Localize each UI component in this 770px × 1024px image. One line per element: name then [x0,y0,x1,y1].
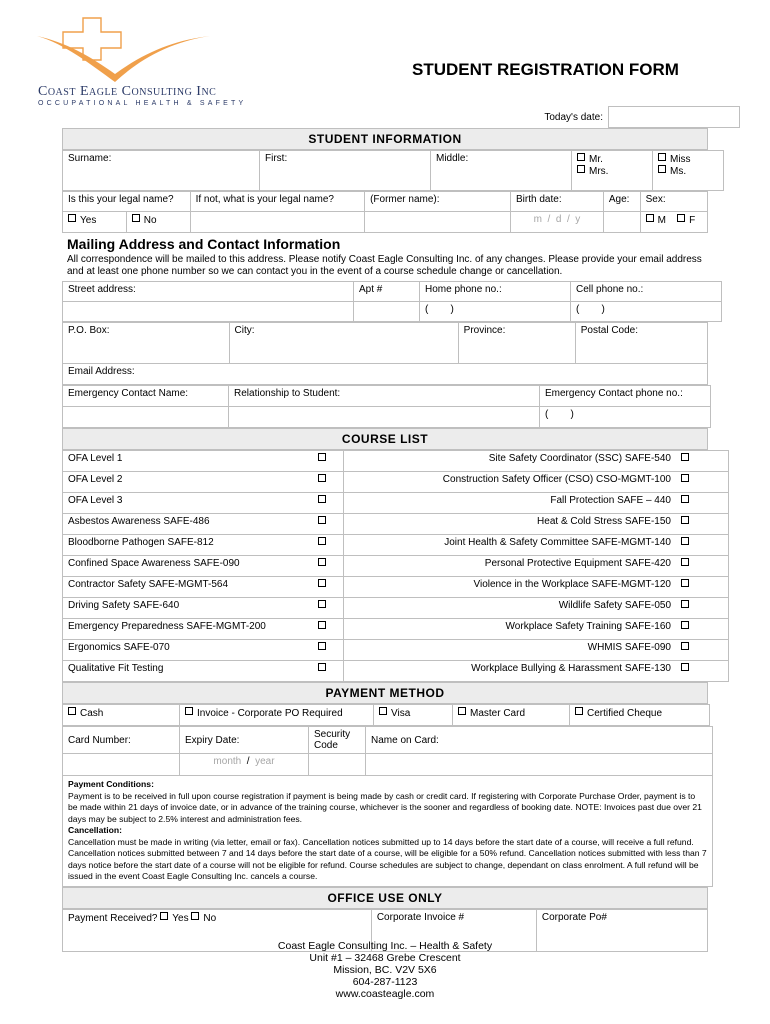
checkbox-icon [681,579,689,587]
pay-cash-checkbox[interactable]: Cash [63,705,180,726]
course-right-label: Joint Health & Safety Committee SAFE-MGMT-140 [344,535,677,556]
course-right-label: Wildlife Safety SAFE-050 [344,598,677,619]
checkbox-icon [318,621,326,629]
eagle-cross-logo-icon [35,14,215,86]
apt-input[interactable] [354,302,420,322]
name-on-card-input[interactable] [366,754,713,776]
legal-name-field[interactable]: If not, what is your legal name? [190,192,365,212]
checkbox-icon [318,474,326,482]
birth-date-input[interactable]: m / d / y [511,212,604,233]
checkbox-icon [677,214,685,222]
course-row [63,535,729,556]
city-field[interactable]: City: [229,323,458,364]
course-row [63,493,729,514]
emergency-phone-label: Emergency Contact phone no.: [540,386,711,407]
checkbox-icon [658,153,666,161]
checkbox-icon [577,165,585,173]
footer-website-link[interactable]: www.coasteagle.com [335,988,435,1000]
course-right-label: Violence in the Workplace SAFE-MGMT-120 [344,577,677,598]
course-left-label: Ergonomics SAFE-070 [63,640,314,661]
sex-label: Sex: [640,192,707,212]
checkbox-icon [318,516,326,524]
payment-received-field: Payment Received? Yes No [63,909,372,951]
course-left-checkbox[interactable] [313,598,344,619]
company-name: Coast Eagle Consulting Inc [38,84,217,99]
street-address-input[interactable] [63,302,354,322]
legal-name-input[interactable] [190,212,365,233]
footer-line: Unit #1 – 32468 Grebe Crescent [309,952,461,964]
payment-received-yes-checkbox[interactable]: Yes [160,913,188,924]
security-code-label: Security Code [309,727,366,754]
course-row [63,556,729,577]
course-right-label: WHMIS SAFE-090 [344,640,677,661]
course-row [63,472,729,493]
cancellation-title: Cancellation: [68,825,122,835]
course-row [63,451,729,472]
legal-no-checkbox[interactable]: No [126,212,190,233]
home-phone-input[interactable]: ( ) [420,302,571,322]
company-tagline: OCCUPATIONAL HEALTH & SAFETY [38,100,247,107]
course-row [63,661,729,682]
pay-cheque-checkbox[interactable]: Certified Cheque [570,705,710,726]
checkbox-icon [681,474,689,482]
street-address-label: Street address: [63,282,354,302]
course-left-label: Emergency Preparedness SAFE-MGMT-200 [63,619,314,640]
course-table [62,450,729,682]
checkbox-icon [132,214,140,222]
emergency-name-input[interactable] [63,407,229,428]
cell-phone-label: Cell phone no.: [571,282,722,302]
checkbox-icon [318,663,326,671]
course-right-checkbox[interactable] [676,661,729,682]
card-number-input[interactable] [63,754,180,776]
checkbox-icon [160,912,168,920]
course-row [63,514,729,535]
course-left-label: OFA Level 1 [63,451,314,472]
checkbox-icon [658,165,666,173]
course-left-checkbox[interactable] [313,514,344,535]
course-row [63,640,729,661]
sex-m-checkbox[interactable]: M [646,215,666,226]
corporate-invoice-field[interactable]: Corporate Invoice # [371,909,536,951]
legal-yes-checkbox[interactable]: Yes [63,212,127,233]
course-right-label: Heat & Cold Stress SAFE-150 [344,514,677,535]
security-code-input[interactable] [309,754,366,776]
checkbox-icon [68,707,76,715]
course-left-label: Confined Space Awareness SAFE-090 [63,556,314,577]
checkbox-icon [577,153,585,161]
footer-line: 604-287-1123 [352,976,418,988]
checkbox-icon [681,558,689,566]
checkbox-icon [458,707,466,715]
title-mrs-checkbox[interactable]: Mrs. [577,165,647,177]
company-logo [35,14,215,86]
course-right-checkbox[interactable] [676,514,729,535]
checkbox-icon [379,707,387,715]
checkbox-icon [681,600,689,608]
course-left-checkbox[interactable] [313,556,344,577]
course-left-label: Qualitative Fit Testing [63,661,314,682]
checkbox-icon [68,214,76,222]
payment-method-header: PAYMENT METHOD [63,683,708,704]
first-name-field[interactable] [260,151,431,191]
pay-invoice-checkbox[interactable]: Invoice - Corporate PO Required [180,705,374,726]
emergency-phone-input[interactable]: ( ) [540,407,711,428]
course-row [63,598,729,619]
title-miss-checkbox[interactable]: Miss [658,153,718,165]
former-name-field[interactable]: (Former name): [365,192,511,212]
course-list-header: COURSE LIST [63,429,708,450]
office-use-header: OFFICE USE ONLY [63,887,708,908]
course-row [63,619,729,640]
course-right-checkbox[interactable] [676,577,729,598]
checkbox-icon [681,495,689,503]
course-right-checkbox[interactable] [676,619,729,640]
student-information-header: STUDENT INFORMATION [63,129,708,150]
name-on-card-label: Name on Card: [366,727,713,754]
former-name-input[interactable] [365,212,511,233]
course-left-checkbox[interactable] [313,640,344,661]
middle-label: Middle: [436,153,469,164]
checkbox-icon [318,579,326,587]
expiry-label: Expiry Date: [180,727,309,754]
checkbox-icon [191,912,199,920]
course-left-label: Bloodborne Pathogen SAFE-812 [63,535,314,556]
checkbox-icon [681,453,689,461]
age-label: Age: [603,192,640,212]
age-input[interactable] [603,212,640,233]
footer-line: Coast Eagle Consulting Inc. – Health & Safety [277,940,493,952]
course-left-checkbox[interactable] [313,472,344,493]
checkbox-icon [318,600,326,608]
card-number-label: Card Number: [63,727,180,754]
cancellation-text: Cancellation must be made in writing (via letter, email or fax). Cancellation notices submitted up to 14 days before the start date of a course, will receive a full refund. Cancellation notices submitted between 7 and 14 days before the start date of a course, will be eligible for a 50% refund. Cancellation notices submitted with less than 7 days notice before the start date of a course will not be eligible for refund. Course schedules are subject to change, dependant on class enrolment. A full refund will be issued in the event Coast Eagle Consulting Inc. cancels a course. [68,836,707,881]
checkbox-icon [681,516,689,524]
payment-conditions-text: Payment is to be received in full upon course registration if payment is being made by cash or credit card. If registering with Corporate Purchase Order, payment is to be made within 21 days of invoice date, or in advance of the training course, whichever is the sooner and regardless of booking date. NOTE: Invoices past due over 21 days may be subject to 2.5% interest and administration fees. [68,790,702,824]
course-left-checkbox[interactable] [313,577,344,598]
first-label: First: [265,153,288,164]
checkbox-icon [185,707,193,715]
course-left-checkbox[interactable] [313,619,344,640]
surname-label: Surname: [68,153,112,164]
todays-date-field[interactable] [609,107,740,128]
course-right-checkbox[interactable] [676,493,729,514]
surname-field[interactable] [63,151,260,191]
course-right-checkbox[interactable] [676,598,729,619]
course-left-label: OFA Level 2 [63,472,314,493]
footer-address [0,940,770,1000]
checkbox-icon [318,495,326,503]
course-left-checkbox[interactable] [313,451,344,472]
cell-phone-input[interactable]: ( ) [571,302,722,322]
expiry-input[interactable]: month / year [180,754,309,776]
title-ms-checkbox[interactable]: Ms. [658,165,718,177]
course-right-label: Site Safety Coordinator (SSC) SAFE-540 [344,451,677,472]
province-field[interactable]: Province: [458,323,575,364]
checkbox-icon [681,621,689,629]
checkbox-icon [318,642,326,650]
course-right-checkbox[interactable] [676,451,729,472]
middle-name-field[interactable] [431,151,572,191]
email-field[interactable]: Email Address: [63,364,708,385]
todays-date-label: Today's date: [544,111,603,123]
sex-f-checkbox[interactable]: F [677,215,695,226]
course-right-label: Workplace Bullying & Harassment SAFE-130 [344,661,677,682]
checkbox-icon [318,453,326,461]
checkbox-icon [681,642,689,650]
course-right-label: Personal Protective Equipment SAFE-420 [344,556,677,577]
course-row [63,577,729,598]
emergency-name-label: Emergency Contact Name: [63,386,229,407]
course-left-label: Asbestos Awareness SAFE-486 [63,514,314,535]
postal-code-field[interactable]: Postal Code: [575,323,707,364]
payment-received-no-checkbox[interactable]: No [191,913,216,924]
course-right-checkbox[interactable] [676,472,729,493]
mailing-address-heading: Mailing Address and Contact Information [67,236,341,252]
pay-visa-checkbox[interactable]: Visa [374,705,453,726]
checkbox-icon [318,537,326,545]
course-right-label: Construction Safety Officer (CSO) CSO-MGMT-100 [344,472,677,493]
checkbox-icon [646,214,654,222]
course-right-checkbox[interactable] [676,535,729,556]
relationship-input[interactable] [229,407,540,428]
checkbox-icon [318,558,326,566]
mailing-note: All correspondence will be mailed to this address. Please notify Coast Eagle Consulting Inc. of any changes. Please provide your email address and at least one phone number so we can contact you in the event of a course schedule change or cancellation. [67,254,702,277]
footer-line: Mission, BC. V2V 5X6 [333,964,437,976]
checkbox-icon [681,537,689,545]
checkbox-icon [575,707,583,715]
apt-label: Apt # [354,282,420,302]
payment-conditions-title: Payment Conditions: [68,779,154,789]
birth-date-label: Birth date: [511,192,604,212]
form-title: STUDENT REGISTRATION FORM [412,60,679,79]
po-box-field[interactable]: P.O. Box: [63,323,230,364]
course-left-label: OFA Level 3 [63,493,314,514]
course-left-label: Contractor Safety SAFE-MGMT-564 [63,577,314,598]
corporate-po-field[interactable]: Corporate Po# [536,909,707,951]
home-phone-label: Home phone no.: [420,282,571,302]
relationship-label: Relationship to Student: [229,386,540,407]
course-right-label: Fall Protection SAFE – 440 [344,493,677,514]
course-left-checkbox[interactable] [313,535,344,556]
legal-name-question: Is this your legal name? [63,192,191,212]
pay-mastercard-checkbox[interactable]: Master Card [453,705,570,726]
course-left-checkbox[interactable] [313,493,344,514]
course-left-label: Driving Safety SAFE-640 [63,598,314,619]
course-right-checkbox[interactable] [676,640,729,661]
checkbox-icon [681,663,689,671]
course-left-checkbox[interactable] [313,661,344,682]
title-mr-checkbox[interactable]: Mr. [577,153,647,165]
course-right-label: Workplace Safety Training SAFE-160 [344,619,677,640]
course-right-checkbox[interactable] [676,556,729,577]
